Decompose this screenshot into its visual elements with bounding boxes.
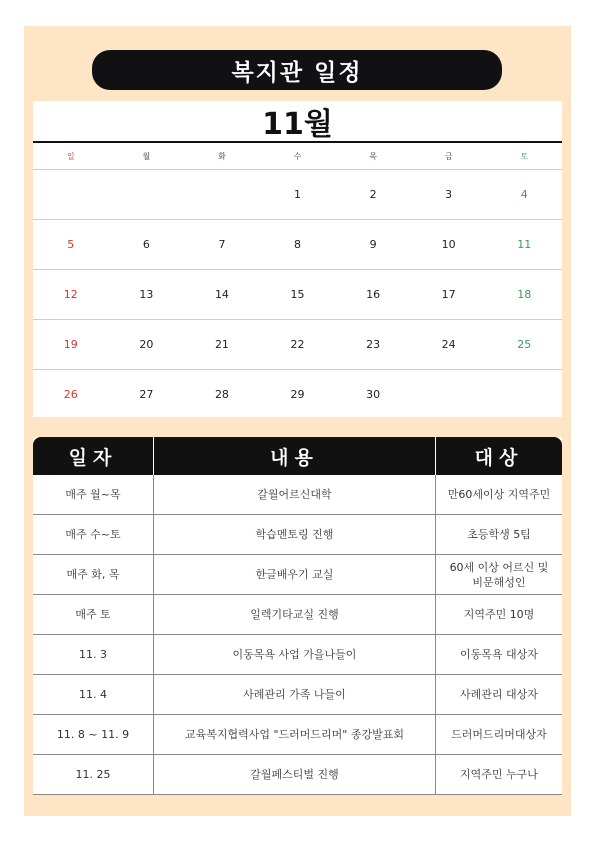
calendar-day: 16 <box>366 288 381 301</box>
page-title: 복지관 일정 <box>231 59 363 86</box>
weekday-label: 금 <box>444 151 453 161</box>
weekday-header <box>33 143 562 170</box>
calendar-day <box>109 170 185 219</box>
table-row <box>33 595 562 635</box>
cell-content: 사례관리 가족 나들이 <box>153 675 435 714</box>
cell-target: 지역주민 누구나 <box>435 755 562 794</box>
cell-date: 매주 수~토 <box>65 528 121 541</box>
schedule-table <box>33 437 562 795</box>
column-header-content: 내용 <box>153 437 435 475</box>
cell-target: 사례관리 대상자 <box>435 675 562 714</box>
cell-content: 학습멘토링 진행 <box>153 515 435 554</box>
calendar-day <box>411 370 487 418</box>
cell-target: 지역주민 10명 <box>435 595 562 634</box>
calendar-day: 5 <box>67 238 75 251</box>
column-header-date: 일자 <box>68 446 118 469</box>
calendar-day: 12 <box>63 288 78 301</box>
cell-target: 60세 이상 어르신 및 비문해성인 <box>435 555 562 594</box>
calendar-day: 7 <box>218 238 226 251</box>
table-row <box>33 715 562 755</box>
calendar-day: 19 <box>63 338 78 351</box>
calendar-day <box>486 370 562 418</box>
calendar-day: 6 <box>142 238 150 251</box>
weekday-label: 화 <box>218 151 226 161</box>
calendar-day: 9 <box>369 238 377 251</box>
weekday-label: 수 <box>293 151 302 161</box>
calendar-week <box>33 320 562 370</box>
table-row <box>33 475 562 515</box>
calendar-day: 25 <box>517 338 532 351</box>
cell-content: 교육복지협력사업 "드러머드리머" 종강발표회 <box>153 715 435 754</box>
calendar-week <box>33 270 562 320</box>
calendar-day: 14 <box>214 288 229 301</box>
schedule-header <box>33 437 562 475</box>
column-header-target: 대상 <box>435 437 562 475</box>
cell-date: 매주 토 <box>75 608 111 621</box>
calendar-day <box>184 170 260 219</box>
calendar-day: 4 <box>520 188 528 201</box>
table-row <box>33 515 562 555</box>
cell-target: 드러머드리머대상자 <box>435 715 562 754</box>
calendar-day: 22 <box>290 338 305 351</box>
weekday-label: 목 <box>369 151 377 161</box>
weekday-label: 월 <box>142 151 151 161</box>
cell-date: 11. 8 ~ 11. 9 <box>56 728 130 741</box>
calendar-day: 13 <box>139 288 154 301</box>
calendar-day: 17 <box>441 288 456 301</box>
calendar-day: 26 <box>63 387 78 401</box>
calendar-day: 10 <box>441 238 456 251</box>
calendar-week <box>33 370 562 418</box>
cell-date: 11. 25 <box>75 768 111 781</box>
calendar-day: 23 <box>366 338 381 351</box>
cell-date: 11. 4 <box>79 688 107 701</box>
cell-content: 한글배우기 교실 <box>153 555 435 594</box>
cell-content: 일렉기타교실 진행 <box>153 595 435 634</box>
calendar-day: 27 <box>139 387 154 401</box>
calendar-day: 28 <box>214 387 229 401</box>
cell-target: 이동목욕 대상자 <box>435 635 562 674</box>
calendar-day: 8 <box>294 238 302 251</box>
cell-content: 갈월어르신대학 <box>153 475 435 514</box>
calendar-day: 29 <box>290 387 305 401</box>
calendar-day: 11 <box>517 238 532 251</box>
weekday-label: 일 <box>66 151 75 161</box>
title-banner <box>92 50 502 90</box>
calendar-day: 15 <box>290 288 305 301</box>
calendar-day: 30 <box>366 387 381 401</box>
table-row <box>33 675 562 715</box>
cell-target: 만60세이상 지역주민 <box>435 475 562 514</box>
table-row <box>33 755 562 795</box>
calendar-day: 1 <box>294 188 302 201</box>
calendar-day <box>33 170 109 219</box>
calendar-day: 24 <box>441 338 456 351</box>
weekday-label: 토 <box>520 151 529 161</box>
cell-content: 이동목욕 사업 가을나들이 <box>153 635 435 674</box>
calendar-day: 21 <box>214 338 229 351</box>
calendar-day: 20 <box>139 338 154 351</box>
poster <box>24 26 571 816</box>
calendar-month: 11월 <box>33 101 562 143</box>
calendar-day: 3 <box>445 188 453 201</box>
table-row <box>33 635 562 675</box>
calendar-day: 18 <box>517 288 532 301</box>
cell-date: 매주 화, 목 <box>66 568 120 581</box>
cell-date: 매주 월~목 <box>65 488 121 501</box>
calendar-week <box>33 170 562 220</box>
calendar-week <box>33 220 562 270</box>
cell-date: 11. 3 <box>79 648 107 661</box>
table-row <box>33 555 562 595</box>
cell-content: 갈월페스티벌 진행 <box>153 755 435 794</box>
cell-target: 초등학생 5팀 <box>435 515 562 554</box>
calendar-day: 2 <box>369 188 377 201</box>
calendar <box>33 101 562 417</box>
